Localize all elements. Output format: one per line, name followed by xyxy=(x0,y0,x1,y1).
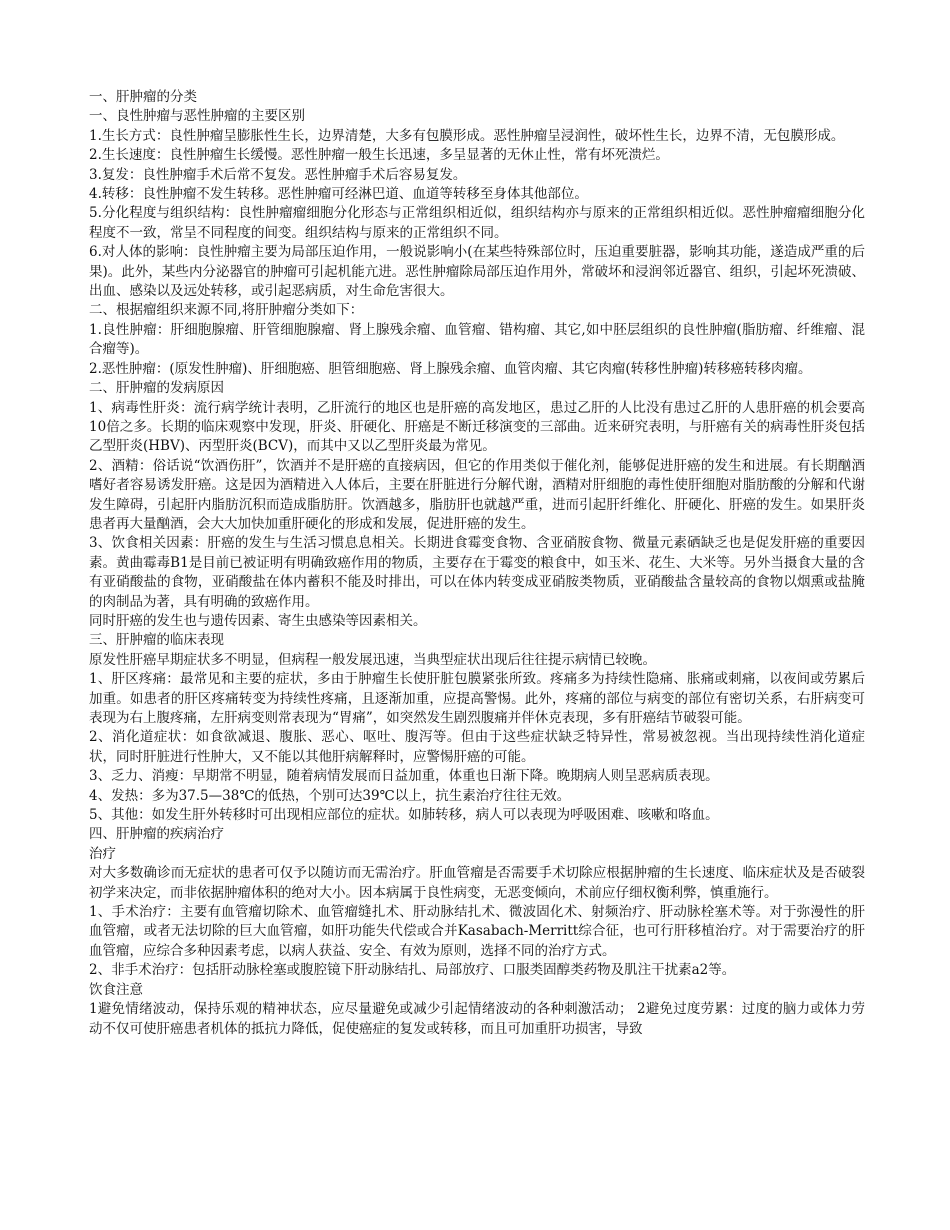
paragraph: 6.对人体的影响：良性肿瘤主要为局部压迫作用，一般说影响小(在某些特殊部位时，压迫重要脏器，影响其功能，遂造成严重的后果)。此外，某些内分泌器官的肿瘤可引起机能亢进。恶性肿瘤除局部压迫作用外，常破坏和浸润邻近器官、组织，引起坏死溃破、出血、感染以及远处转移，或引起恶病质，对生命危害很大。 xyxy=(89,244,865,300)
paragraph: 2、非手术治疗：包括肝动脉栓塞或腹腔镜下肝动脉结扎、局部放疗、口服类固醇类药物及肌注干扰素a2等。 xyxy=(89,962,736,979)
paragraph: 2、消化道症状：如食欲减退、腹胀、恶心、呕吐、腹泻等。但由于这些症状缺乏特异性，常易被忽视。当出现持续性消化道症状，同时肝脏进行性肿大，又不能以其他肝病解释时，应警惕肝癌的可能。 xyxy=(89,729,865,765)
subsection-heading: 一、良性肿瘤与恶性肿瘤的主要区别 xyxy=(89,108,305,125)
paragraph: 1避免情绪波动，保持乐观的精神状态，应尽量避免或减少引起情绪波动的各种刺激活动； 2避免过度劳累：过度的脑力或体力劳动不仅可使肝癌患者机体的抵抗力降低，促使癌症的复发或转移，而且可加重肝功损害，导致 xyxy=(89,1001,865,1037)
paragraph: 3、饮食相关因素：肝癌的发生与生活习惯息息相关。长期进食霉变食物、含亚硝胺食物、微量元素硒缺乏也是促发肝癌的重要因素。黄曲霉毒B1是目前已被证明有明确致癌作用的物质，主要存在于霉变的粮食中，如玉米、花生、大米等。另外当摄食大量的含有亚硝酸盐的食物，亚硝酸盐在体内蓄积不能及时排出，可以在体内转变成亚硝胺类物质，亚硝酸盐含量较高的食物以烟熏或盐腌的肉制品为著，具有明确的致癌作用。 xyxy=(89,535,865,610)
paragraph: 1.良性肿瘤：肝细胞腺瘤、肝管细胞腺瘤、肾上腺残余瘤、血管瘤、错构瘤、其它,如中胚层组织的良性肿瘤(脂肪瘤、纤维瘤、混合瘤等)。 xyxy=(89,321,865,358)
paragraph: 2、酒精：俗话说“饮酒伤肝”，饮酒并不是肝癌的直接病因，但它的作用类似于催化剂，能够促进肝癌的发生和进展。有长期酗酒嗜好者容易诱发肝癌。这是因为酒精进入人体后，主要在肝脏进行分解代谢，酒精对肝细胞的毒性使肝细胞对脂肪酸的分解和代谢发生障碍，引起肝内脂肪沉积而造成脂肪肝。饮酒越多，脂肪肝也就越严重，进而引起肝纤维化、肝硬化、肝癌的发生。如果肝炎患者再大量酗酒，会大大加快加重肝硬化的形成和发展，促进肝癌的发生。 xyxy=(89,457,866,532)
paragraph: 3.复发：良性肿瘤手术后常不复发。恶性肿瘤手术后容易复发。 xyxy=(89,166,467,183)
paragraph: 4、发热：多为37.5—38℃的低热，个别可达39℃以上，抗生素治疗往往无效。 xyxy=(89,787,571,804)
paragraph: 1、肝区疼痛：最常见和主要的症状，多由于肿瘤生长使肝脏包膜紧张所致。疼痛多为持续性隐痛、胀痛或刺痛，以夜间或劳累后加重。如患者的肝区疼痛转变为持续性疼痛，且逐渐加重，应提高警惕。此外，疼痛的部位与病变的部位有密切关系，右肝病变可表现为右上腹疼痛，左肝病变则常表现为“胃痛”，如突然发生剧烈腹痛并伴休克表现，多有肝癌结节破裂可能。 xyxy=(89,671,865,726)
paragraph: 1.生长方式：良性肿瘤呈膨胀性生长，边界清楚，大多有包膜形成。恶性肿瘤呈浸润性，破坏性生长，边界不清，无包膜形成。 xyxy=(89,127,845,144)
section-heading: 一、肝肿瘤的分类 xyxy=(89,89,197,105)
paragraph: 3、乏力、消瘦：早期常不明显，随着病情发展而日益加重，体重也日渐下降。晚期病人则呈恶病质表现。 xyxy=(89,768,719,785)
section-heading: 四、肝肿瘤的疾病治疗 xyxy=(89,826,224,843)
paragraph: 4.转移：良性肿瘤不发生转移。恶性肿瘤可经淋巴道、血道等转移至身体其他部位。 xyxy=(89,186,588,203)
subsection-heading: 治疗 xyxy=(89,845,116,862)
section-heading: 二、肝肿瘤的发病原因 xyxy=(89,380,224,397)
subsection-heading: 饮食注意 xyxy=(89,981,143,998)
paragraph: 2.恶性肿瘤：(原发性肿瘤)、肝细胞癌、胆管细胞癌、肾上腺残余瘤、血管肉瘤、其它肉瘤(转移性肿瘤)转移癌转移肉瘤。 xyxy=(89,360,812,377)
subsection-heading: 二、根据瘤组织来源不同,将肝肿瘤分类如下： xyxy=(89,302,364,319)
document-body xyxy=(89,88,865,1039)
paragraph: 同时肝癌的发生也与遗传因素、寄生虫感染等因素相关。 xyxy=(89,612,427,629)
paragraph: 原发性肝癌早期症状多不明显，但病程一般发展迅速，当典型症状出现后往往提示病情已较晚。 xyxy=(89,651,656,668)
paragraph: 1、病毒性肝炎：流行病学统计表明，乙肝流行的地区也是肝癌的高发地区，患过乙肝的人比没有患过乙肝的人患肝癌的机会要高10倍之多。长期的临床观察中发现，肝炎、肝硬化、肝癌是不断迁移演变的三部曲。近来研究表明，与肝癌有关的病毒性肝炎包括乙型肝炎(HBV)、丙型肝炎(BCV)，而其中又以乙型肝炎最为常见。 xyxy=(89,399,865,455)
section-heading: 三、肝肿瘤的临床表现 xyxy=(89,632,224,649)
paragraph: 对大多数确诊而无症状的患者可仅予以随访而无需治疗。肝血管瘤是否需要手术切除应根据肿瘤的生长速度、临床症状及是否破裂初学来决定，而非依据肿瘤体积的绝对大小。因本病属于良性病变，无恶变倾向，术前应仔细权衡利弊，慎重施行。 xyxy=(89,865,865,901)
paragraph: 5.分化程度与组织结构：良性肿瘤瘤细胞分化形态与正常组织相近似，组织结构亦与原来的正常组织相近似。恶性肿瘤瘤细胞分化程度不一致，常呈不同程度的间变。组织结构与原来的正常组织不同。 xyxy=(89,205,865,241)
paragraph: 1、手术治疗：主要有血管瘤切除术、血管瘤缝扎术、肝动脉结扎术、微波固化术、射频治疗、肝动脉栓塞术等。对于弥漫性的肝血管瘤，或者无法切除的巨大血管瘤，如肝功能失代偿或合并Kasabach-Merritt综合征，也可行肝移植治疗。对于需要治疗的肝血管瘤，应综合多种因素考虑，以病人获益、安全、有效为原则，选择不同的治疗方式。 xyxy=(89,904,865,959)
paragraph: 5、其他：如发生肝外转移时可出现相应部位的症状。如肺转移，病人可以表现为呼吸困难、咳嗽和咯血。 xyxy=(89,807,719,824)
paragraph: 2.生长速度：良性肿瘤生长缓慢。恶性肿瘤一般生长迅速，多呈显著的无休止性，常有坏死溃烂。 xyxy=(89,147,669,164)
